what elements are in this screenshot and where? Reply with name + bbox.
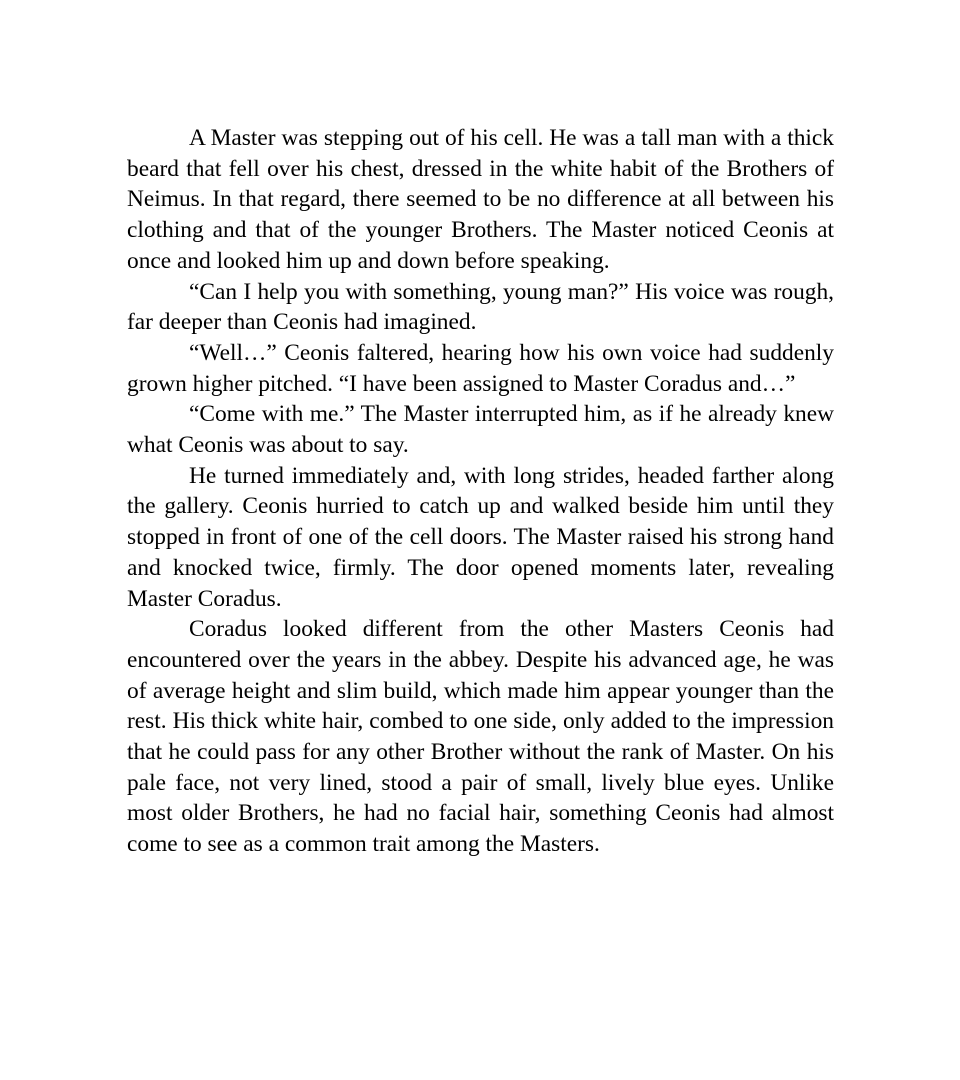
- paragraph-coradus-description: Coradus looked different from the other Masters Ceonis had encountered over the years in the abbey. Despite his advanced age, he was of average height and slim build, which made him appear younger than the rest. His thick white hair, combed to one side, only added to the impression that he could pass for any other Brother without the rank of Master. On his pale face, not very lined, stood a pair of small, lively blue eyes. Unlike most older Brothers, he had no facial hair, something Ceonis had almost come to see as a common trait among the Masters.: [127, 616, 834, 858]
- paragraph-master-question: “Can I help you with something, young man?” His voice was rough, far deeper than Ceonis had imagined.: [127, 278, 834, 336]
- paragraph-come-with-me: “Come with me.” The Master interrupted him, as if he already knew what Ceonis was about to say.: [127, 401, 834, 459]
- paragraph-ceonis-reply: “Well…” Ceonis faltered, hearing how his own voice had suddenly grown higher pitched. “I have been assigned to Master Coradus and…”: [127, 339, 834, 397]
- paragraph-gallery-walk: He turned immediately and, with long strides, headed farther along the gallery. Ceonis hurried to catch up and walked beside him until they stopped in front of one of the cell doors. The Master raised his strong hand and knocked twice, firmly. The door opened moments later, revealing Master Coradus.: [127, 462, 834, 612]
- document-page: [127, 123, 834, 860]
- paragraph-master-steps-out: A Master was stepping out of his cell. He was a tall man with a thick beard that fell over his chest, dressed in the white habit of the Brothers of Neimus. In that regard, there seemed to be no difference at all between his clothing and that of the younger Brothers. The Master noticed Ceonis at once and looked him up and down before speaking.: [127, 125, 834, 274]
